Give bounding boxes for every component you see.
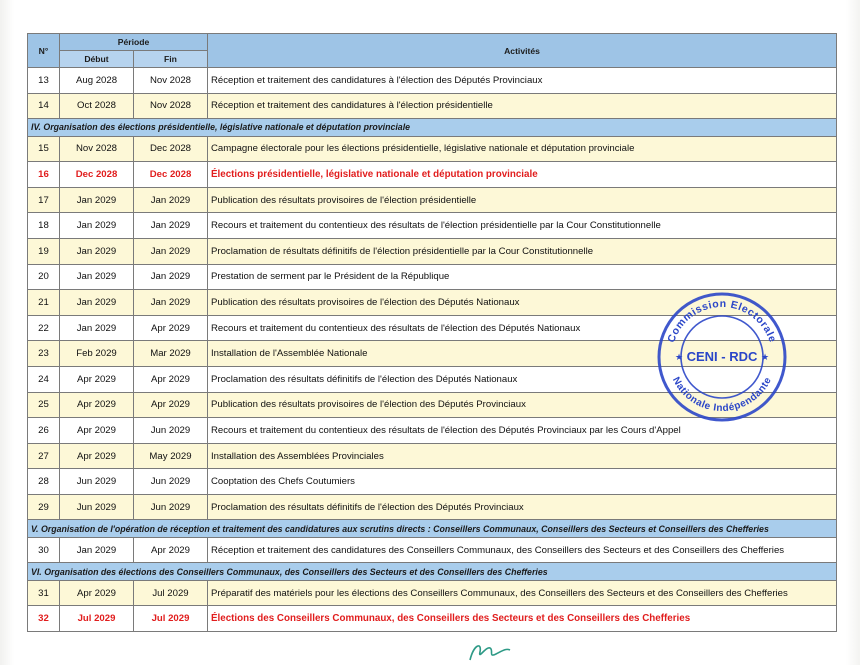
row-number: 17 [28, 187, 60, 213]
table-row [28, 606, 837, 632]
row-end-date: Dec 2028 [134, 162, 208, 188]
svg-text:Nationale Indépendante: Nationale Indépendante [669, 375, 775, 415]
row-start-date: Jul 2029 [60, 606, 134, 632]
row-start-date: Jun 2029 [60, 494, 134, 520]
row-number: 18 [28, 213, 60, 239]
row-activity: Réception et traitement des candidatures à l'élection présidentielle [208, 93, 837, 119]
table-row [28, 187, 837, 213]
row-activity: Publication des résultats provisoires de l'élection des Députés Nationaux [208, 290, 837, 316]
row-start-date: Jan 2029 [60, 290, 134, 316]
row-end-date: Nov 2028 [134, 68, 208, 94]
header-periode: Période [60, 34, 208, 51]
table-row [28, 443, 837, 469]
row-activity: Publication des résultats provisoires de l'élection des Députés Provinciaux [208, 392, 837, 418]
row-end-date: Jul 2029 [134, 580, 208, 606]
row-end-date: Apr 2029 [134, 392, 208, 418]
row-start-date: Apr 2029 [60, 418, 134, 444]
row-start-date: Jan 2029 [60, 213, 134, 239]
row-number: 22 [28, 315, 60, 341]
row-start-date: Apr 2029 [60, 443, 134, 469]
svg-text:CENI - RDC: CENI - RDC [686, 349, 758, 364]
table-row [28, 136, 837, 162]
table-row [28, 162, 837, 188]
row-end-date: Jan 2029 [134, 187, 208, 213]
table-row [28, 213, 837, 239]
row-number: 31 [28, 580, 60, 606]
row-number: 20 [28, 264, 60, 290]
row-activity: Recours et traitement du contentieux des résultats de l'élection des Députés Provinciaux par les Cours d'Appel [208, 418, 837, 444]
row-start-date: Feb 2029 [60, 341, 134, 367]
row-end-date: Mar 2029 [134, 341, 208, 367]
row-end-date: Jul 2029 [134, 606, 208, 632]
section-title: V. Organisation de l'opération de réception et traitement des candidatures aux scrutins directs : Conseillers Communaux, Conseillers des Secteurs et Conseillers des Chefferies [28, 520, 837, 537]
row-number: 14 [28, 93, 60, 119]
row-activity: Préparatif des matériels pour les élections des Conseillers Communaux, des Conseillers des Secteurs et des Conseillers des Chefferies [208, 580, 837, 606]
row-number: 13 [28, 68, 60, 94]
row-number: 30 [28, 537, 60, 563]
row-start-date: Apr 2029 [60, 366, 134, 392]
row-start-date: Apr 2029 [60, 580, 134, 606]
row-activity: Recours et traitement du contentieux des résultats de l'élection des Députés Nationaux [208, 315, 837, 341]
row-start-date: Apr 2029 [60, 392, 134, 418]
row-number: 29 [28, 494, 60, 520]
section-title: IV. Organisation des élections présidentielle, législative nationale et députation provinciale [28, 119, 837, 136]
table-row [28, 580, 837, 606]
table-row [28, 238, 837, 264]
row-activity: Élections des Conseillers Communaux, des Conseillers des Secteurs et des Conseillers des Chefferies [208, 606, 837, 632]
row-start-date: Jan 2029 [60, 315, 134, 341]
row-activity: Publication des résultats provisoires de l'élection présidentielle [208, 187, 837, 213]
row-number: 15 [28, 136, 60, 162]
table-row [28, 93, 837, 119]
row-end-date: Dec 2028 [134, 136, 208, 162]
row-activity: Réception et traitement des candidatures à l'élection des Députés Provinciaux [208, 68, 837, 94]
header-activites: Activités [208, 34, 837, 68]
row-number: 24 [28, 366, 60, 392]
section-header-row [28, 563, 837, 580]
row-end-date: Apr 2029 [134, 315, 208, 341]
row-number: 28 [28, 469, 60, 495]
row-start-date: Dec 2028 [60, 162, 134, 188]
row-activity: Prestation de serment par le Président de la République [208, 264, 837, 290]
row-end-date: Nov 2028 [134, 93, 208, 119]
row-number: 21 [28, 290, 60, 316]
svg-text:Commission Electorale: Commission Electorale [665, 297, 779, 345]
row-start-date: Jan 2029 [60, 187, 134, 213]
row-activity: Proclamation des résultats définitifs de l'élection des Députés Provinciaux [208, 494, 837, 520]
row-activity: Installation des Assemblées Provinciales [208, 443, 837, 469]
header-number: N° [28, 34, 60, 68]
row-end-date: Jan 2029 [134, 290, 208, 316]
row-end-date: Apr 2029 [134, 366, 208, 392]
header-debut: Début [60, 51, 134, 68]
row-end-date: Jun 2029 [134, 418, 208, 444]
row-start-date: Aug 2028 [60, 68, 134, 94]
table-header [28, 34, 837, 68]
row-activity: Proclamation de résultats définitifs de l'élection présidentielle par la Cour Constitutionnelle [208, 238, 837, 264]
row-number: 32 [28, 606, 60, 632]
row-number: 19 [28, 238, 60, 264]
row-end-date: Apr 2029 [134, 537, 208, 563]
table-row [28, 264, 837, 290]
row-activity: Réception et traitement des candidatures des Conseillers Communaux, des Conseillers des Secteurs et des Conseillers des Chefferies [208, 537, 837, 563]
row-activity: Élections présidentielle, législative nationale et députation provinciale [208, 162, 837, 188]
signature-mark [464, 638, 514, 664]
row-start-date: Jan 2029 [60, 537, 134, 563]
row-number: 26 [28, 418, 60, 444]
ceni-stamp [656, 291, 788, 423]
table-row [28, 469, 837, 495]
row-activity: Campagne électorale pour les élections présidentielle, législative nationale et députation provinciale [208, 136, 837, 162]
row-activity: Installation de l'Assemblée Nationale [208, 341, 837, 367]
row-start-date: Nov 2028 [60, 136, 134, 162]
row-number: 25 [28, 392, 60, 418]
svg-text:★: ★ [761, 352, 770, 362]
section-title: VI. Organisation des élections des Conseillers Communaux, des Conseillers des Secteurs et des Conseillers des Chefferies [28, 563, 837, 580]
row-number: 23 [28, 341, 60, 367]
table-row [28, 537, 837, 563]
row-end-date: Jun 2029 [134, 469, 208, 495]
row-start-date: Jan 2029 [60, 264, 134, 290]
section-header-row [28, 520, 837, 537]
row-end-date: Jun 2029 [134, 494, 208, 520]
row-end-date: Jan 2029 [134, 213, 208, 239]
row-end-date: May 2029 [134, 443, 208, 469]
row-activity: Cooptation des Chefs Coutumiers [208, 469, 837, 495]
row-end-date: Jan 2029 [134, 238, 208, 264]
row-activity: Recours et traitement du contentieux des résultats de l'élection présidentielle par la Cour Constitutionnelle [208, 213, 837, 239]
row-start-date: Jan 2029 [60, 238, 134, 264]
row-activity: Proclamation des résultats définitifs de l'élection des Députés Nationaux [208, 366, 837, 392]
section-header-row [28, 119, 837, 136]
row-number: 27 [28, 443, 60, 469]
header-fin: Fin [134, 51, 208, 68]
table-row [28, 68, 837, 94]
row-number: 16 [28, 162, 60, 188]
row-end-date: Jan 2029 [134, 264, 208, 290]
row-start-date: Oct 2028 [60, 93, 134, 119]
table-row [28, 494, 837, 520]
svg-text:★: ★ [675, 352, 684, 362]
row-start-date: Jun 2029 [60, 469, 134, 495]
